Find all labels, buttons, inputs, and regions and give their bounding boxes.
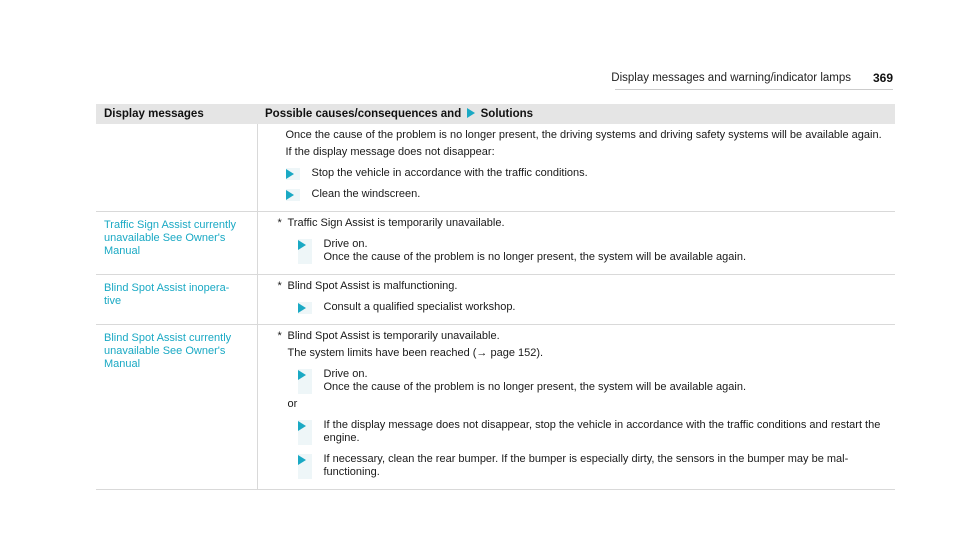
page-header [611, 71, 893, 89]
solution-step [286, 167, 888, 180]
step-marker [298, 239, 312, 264]
step-text: Stop the vehicle in accordance with the traffic conditions. [311, 167, 588, 179]
message-cell-empty [96, 124, 257, 212]
paragraph: Once the cause of the problem is no longer present, the driving systems and driving safety systems will be available again. [285, 129, 882, 141]
step-arrow-icon [298, 240, 306, 250]
step-text: Drive on. [323, 238, 368, 250]
table-row [96, 124, 895, 212]
step-text: Clean the windscreen. [311, 188, 421, 200]
step-arrow-icon [286, 190, 294, 200]
cause-text: Blind Spot Assist is malfunctioning. [287, 280, 458, 292]
display-messages-table [96, 104, 895, 490]
col-header-display-messages: Display messages [96, 104, 257, 124]
step-arrow-icon [298, 455, 306, 465]
step-marker [298, 454, 312, 479]
header-divider [615, 89, 893, 90]
col-header-causes-label: Possible causes/consequences and [265, 107, 462, 120]
step-arrow-icon [298, 370, 306, 380]
page-number: 369 [872, 71, 893, 85]
table-row [96, 275, 895, 325]
table-header-row [96, 104, 895, 124]
col-header-causes [257, 104, 895, 124]
step-marker [286, 168, 300, 180]
col-header-solutions-label: Solutions [480, 107, 534, 120]
table-row [96, 325, 895, 490]
table-row [96, 212, 895, 275]
cause-cell [257, 212, 895, 275]
solution-step [298, 419, 888, 445]
solution-step [298, 368, 888, 394]
solution-step [298, 301, 888, 314]
or-label: or [287, 398, 298, 410]
step-marker [298, 302, 312, 314]
cause-cell [257, 325, 895, 490]
step-marker [286, 189, 300, 201]
solution-arrow-icon [467, 108, 475, 118]
asterisk: * [277, 330, 282, 342]
step-text: If necessary, clean the rear bumper. If the bumper is especially dirty, the sensors in the bumper may be mal- functioning. [323, 453, 849, 478]
asterisk: * [277, 217, 282, 229]
step-marker [298, 369, 312, 394]
step-arrow-icon [286, 169, 294, 179]
cause-text: Traffic Sign Assist is temporarily unavailable. [287, 217, 505, 229]
solution-step [298, 453, 888, 479]
message-cell: Blind Spot Assist inopera- tive [96, 275, 257, 325]
step-marker [298, 420, 312, 445]
cause-text: Blind Spot Assist is temporarily unavailable. [287, 330, 500, 342]
cause-line [278, 280, 888, 293]
step-text: Once the cause of the problem is no longer present, the system will be available again. [323, 251, 747, 263]
cause-line [278, 330, 888, 343]
step-arrow-icon [298, 303, 306, 313]
cause-cell [257, 124, 895, 212]
step-text: Once the cause of the problem is no longer present, the system will be available again. [323, 381, 747, 393]
step-text: If the display message does not disappear, stop the vehicle in accordance with the traffic conditions and restart the engine. [323, 419, 881, 444]
message-cell: Traffic Sign Assist currently unavailable See Owner's Manual [96, 212, 257, 275]
asterisk: * [277, 280, 282, 292]
message-cell: Blind Spot Assist currently unavailable See Owner's Manual [96, 325, 257, 490]
solution-step [286, 188, 888, 201]
paragraph: The system limits have been reached (→ page 152). [287, 347, 544, 359]
step-text: Drive on. [323, 368, 368, 380]
header-title: Display messages and warning/indicator lamps [611, 72, 851, 84]
step-text: Consult a qualified specialist workshop. [323, 301, 516, 313]
paragraph: If the display message does not disappear: [285, 146, 495, 158]
step-arrow-icon [298, 421, 306, 431]
cause-cell [257, 275, 895, 325]
cause-line [278, 217, 888, 230]
solution-step [298, 238, 888, 264]
